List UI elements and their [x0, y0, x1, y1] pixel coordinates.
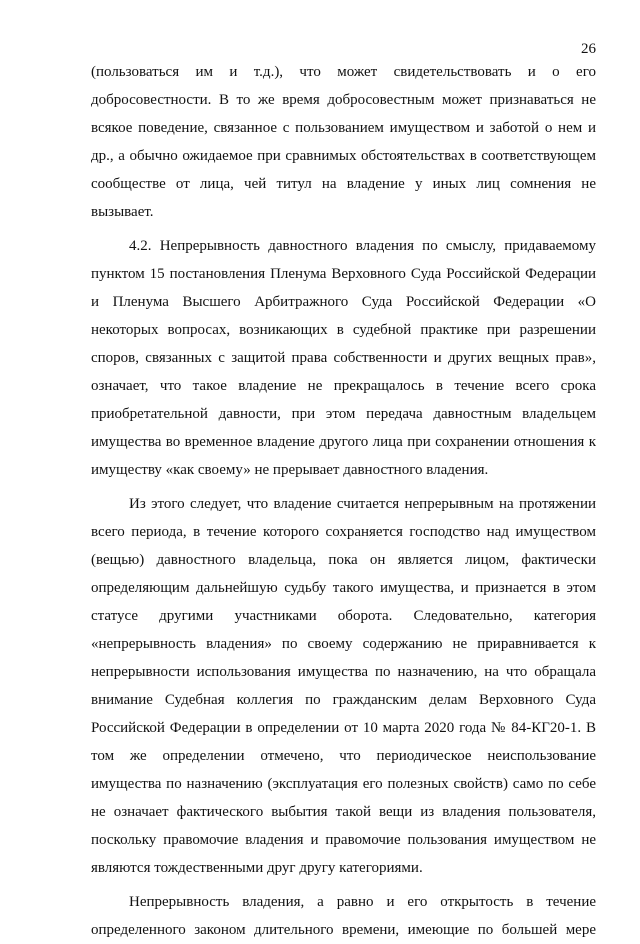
text-line: статусе другими участниками оборота. Следовательно, категория	[91, 608, 596, 624]
text-line: 4.2. Непрерывность давностного владения по смыслу, придаваемому	[129, 238, 596, 254]
text-line: непрерывности использования имущества по назначению, на что обращала	[91, 664, 596, 680]
text-line: добросовестности. В то же время добросовестным может признаваться не	[91, 92, 596, 108]
text-line: Российской Федерации в определении от 10 марта 2020 года № 84-КГ20-1. В	[91, 720, 596, 736]
text-line: некоторых вопросах, возникающих в судебной практике при разрешении	[91, 322, 596, 338]
document-body	[91, 58, 596, 944]
text-line: определяющим дальнейшую судьбу такого имущества, и признается в этом	[91, 580, 596, 596]
text-line: не означает фактического выбытия такой вещи из владения пользователя,	[91, 804, 596, 820]
text-line: вызывает.	[91, 204, 154, 220]
text-line: том же определении отмечено, что периодическое неиспользование	[91, 748, 596, 764]
text-line: Из этого следует, что владение считается непрерывным на протяжении	[129, 496, 596, 512]
text-line: Непрерывность владения, а равно и его открытость в течение	[129, 894, 596, 910]
text-line: всего периода, в течение которого сохраняется господство над имуществом	[91, 524, 596, 540]
text-line: имущества во временное владение другого лица при сохранении отношения к	[91, 434, 596, 450]
text-line: и Пленума Высшего Арбитражного Суда Российской Федерации «О	[91, 294, 596, 310]
text-line: всякое поведение, связанное с пользованием имуществом и заботой о нем и	[91, 120, 596, 136]
paragraph-4	[91, 888, 596, 944]
text-line: «непрерывность владения» по своему содержанию не приравнивается к	[91, 636, 596, 652]
text-line: (пользоваться им и т.д.), что может свидетельствовать и о его	[91, 64, 596, 80]
text-line: (вещью) давностного владельца, пока он является лицом, фактически	[91, 552, 596, 568]
text-line: имущества по назначению (эксплуатация его полезных свойств) само по себе	[91, 776, 596, 792]
page-number: 26	[581, 41, 596, 57]
text-line: внимание Судебная коллегия по гражданским делам Верховного Суда	[91, 692, 596, 708]
text-line: споров, связанных с защитой права собственности и других вещных прав»,	[91, 350, 596, 366]
text-line: определенного законом длительного времени, имеющие по большей мере	[91, 922, 596, 938]
paragraph-2	[91, 232, 596, 484]
paragraph-3	[91, 490, 596, 882]
paragraph-1	[91, 58, 596, 226]
text-line: пунктом 15 постановления Пленума Верховного Суда Российской Федерации	[91, 266, 596, 282]
text-line: др., а обычно ожидаемое при сравнимых обстоятельствах в соответствующем	[91, 148, 596, 164]
text-line: поскольку правомочие владения и правомочие пользования имуществом не	[91, 832, 596, 848]
text-line: приобретательной давности, при этом передача давностным владельцем	[91, 406, 596, 422]
text-line: имуществу «как своему» не прерывает давностного владения.	[91, 462, 489, 478]
text-line: сообществе от лица, чей титул на владение у иных лиц сомнения не	[91, 176, 596, 192]
text-line: являются тождественными друг другу категориями.	[91, 860, 423, 876]
text-line: означает, что такое владение не прекращалось в течение всего срока	[91, 378, 596, 394]
